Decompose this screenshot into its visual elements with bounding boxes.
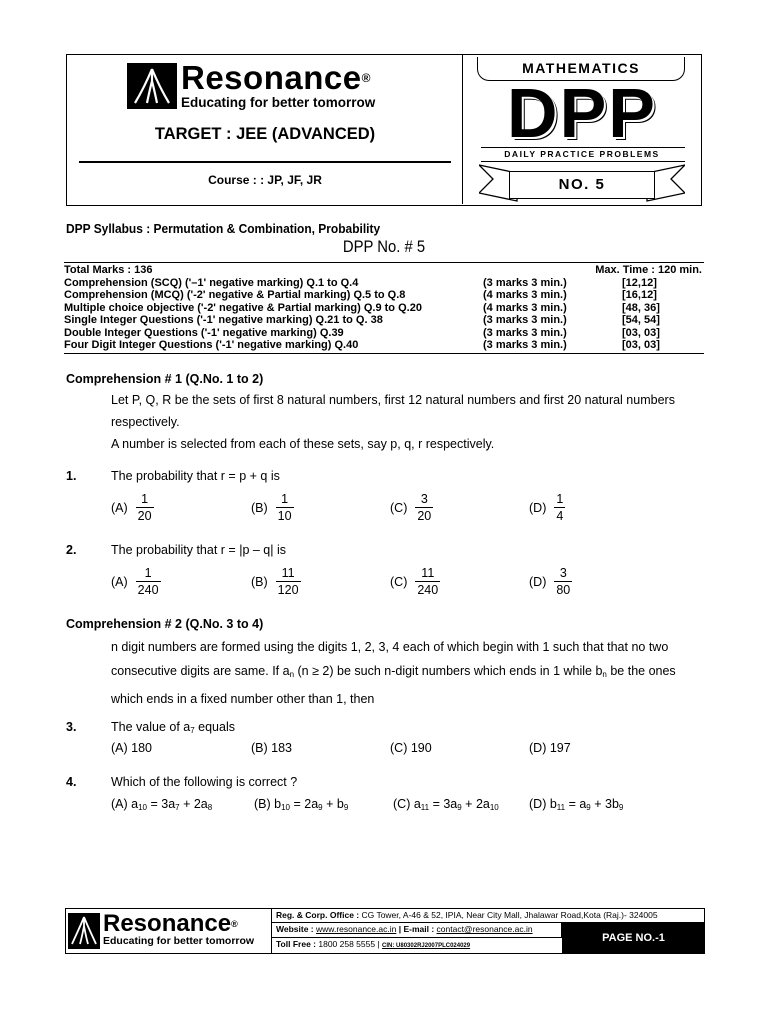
office-address bbox=[272, 909, 705, 923]
question-text bbox=[111, 720, 235, 735]
option-b bbox=[251, 492, 294, 524]
fraction bbox=[136, 492, 154, 524]
comprehension-passage bbox=[111, 635, 707, 711]
text-run: = 2a bbox=[290, 797, 319, 811]
total-marks: Total Marks : 136 bbox=[64, 264, 153, 276]
numerator: 3 bbox=[420, 492, 428, 506]
footer-info bbox=[271, 909, 704, 953]
tollfree-line bbox=[272, 938, 562, 953]
text-run: (n ≥ 2) be such n-digit numbers which ends in 1 while b bbox=[294, 664, 603, 678]
subscript: 9 bbox=[343, 803, 349, 812]
numerator: 1 bbox=[144, 566, 152, 580]
text-run: (D) b bbox=[529, 797, 557, 811]
logo-mark-icon bbox=[68, 913, 100, 949]
subscript: 7 bbox=[190, 726, 195, 735]
office-label: Reg. & Corp. Office : bbox=[276, 910, 360, 920]
logo-mark-icon bbox=[127, 63, 177, 109]
marks-table bbox=[64, 262, 704, 354]
question-number: 1. bbox=[66, 469, 77, 483]
marks-time: (4 marks 3 min.) bbox=[483, 301, 567, 314]
subscript: 9 bbox=[457, 803, 462, 812]
option-label: (C) bbox=[390, 501, 408, 515]
office-text: CG Tower, A-46 & 52, IPIA, Near City Mall, Jhalawar Road,Kota (Raj.)- 324005 bbox=[359, 910, 658, 920]
option-c bbox=[390, 566, 440, 598]
marks-score: [54, 54] bbox=[622, 314, 660, 326]
header-right bbox=[463, 55, 701, 204]
divider bbox=[79, 161, 451, 163]
denominator: 20 bbox=[417, 509, 432, 523]
option-d bbox=[529, 566, 572, 598]
syllabus: DPP Syllabus : Permutation & Combination, Probability bbox=[66, 221, 381, 236]
question-text: The probability that r = |p – q| is bbox=[111, 543, 286, 557]
dpp-heading: DPP bbox=[507, 74, 657, 152]
option-b bbox=[251, 566, 301, 598]
max-time: Max. Time : 120 min. bbox=[595, 264, 702, 276]
divider bbox=[481, 147, 685, 148]
footer-logo-reg: ® bbox=[231, 919, 238, 929]
option-d bbox=[529, 492, 565, 524]
passage-line bbox=[111, 659, 707, 687]
subscript: n bbox=[289, 670, 295, 679]
logo-tagline: Educating for better tomorrow bbox=[181, 95, 376, 110]
target-title: TARGET : JEE (ADVANCED) bbox=[154, 125, 376, 143]
passage-line: respectively. bbox=[111, 415, 180, 429]
website-label: Website : bbox=[276, 924, 314, 934]
marks-type: Comprehension (MCQ) ('-2' negative & Partial marking) Q.5 to Q.8 bbox=[64, 289, 406, 301]
denominator: 240 bbox=[137, 583, 159, 597]
option-c bbox=[393, 797, 499, 812]
header-box bbox=[66, 54, 702, 206]
option-label: (C) bbox=[390, 575, 408, 589]
denominator: 20 bbox=[137, 509, 152, 523]
option-label: (A) bbox=[111, 575, 128, 589]
logo-name: Resonance bbox=[181, 59, 362, 96]
footer-logo-tagline: Educating for better tomorrow bbox=[103, 935, 255, 947]
fraction bbox=[415, 566, 440, 598]
subscript: 7 bbox=[175, 803, 180, 812]
tollfree-label: Toll Free : bbox=[276, 939, 316, 949]
fraction bbox=[554, 492, 565, 524]
numerator: 11 bbox=[281, 566, 295, 580]
dpp-number-title: DPP No. # 5 bbox=[342, 238, 426, 256]
option-b bbox=[254, 797, 348, 812]
option-a bbox=[111, 492, 154, 524]
text-run: + 2a bbox=[179, 797, 208, 811]
email-link[interactable]: contact@resonance.ac.in bbox=[436, 924, 533, 934]
denominator: 240 bbox=[417, 583, 439, 597]
text-run: (C) a bbox=[393, 797, 421, 811]
text-run: equals bbox=[194, 720, 235, 734]
subscript: 8 bbox=[207, 803, 213, 812]
website-link[interactable]: www.resonance.ac.in bbox=[316, 924, 397, 934]
text-run: The value of a bbox=[111, 720, 191, 734]
marks-score: [48, 36] bbox=[622, 301, 660, 314]
marks-score: [12,12] bbox=[622, 276, 657, 289]
numerator: 11 bbox=[421, 566, 435, 580]
fraction bbox=[554, 566, 572, 598]
separator: | bbox=[377, 939, 380, 949]
text-run: + 3b bbox=[590, 797, 619, 811]
text-run: = 3a bbox=[147, 797, 176, 811]
denominator: 80 bbox=[556, 583, 571, 597]
passage-line: which ends in a fixed number other than 1, then bbox=[111, 692, 375, 706]
fraction bbox=[276, 492, 294, 524]
denominator: 4 bbox=[556, 509, 564, 523]
text-run: = 3a bbox=[429, 797, 458, 811]
subscript: 10 bbox=[138, 803, 147, 812]
passage-line: n digit numbers are formed using the digits 1, 2, 3, 4 each of which begin with 1 such that that no two bbox=[111, 640, 669, 654]
subscript: 9 bbox=[318, 803, 323, 812]
marks-type: Single Integer Questions ('-1' negative marking) Q.21 to Q. 38 bbox=[64, 314, 383, 326]
text-run: = a bbox=[565, 797, 587, 811]
option-d bbox=[529, 797, 623, 812]
course-line: Course : : JP, JF, JR bbox=[208, 173, 322, 187]
text-run: + b bbox=[322, 797, 344, 811]
option-a: (A) 180 bbox=[111, 741, 152, 755]
marks-type: Multiple choice objective ('-2' negative & Partial marking) Q.9 to Q.20 bbox=[64, 301, 422, 314]
passage-line: A number is selected from each of these sets, say p, q, r respectively. bbox=[111, 437, 495, 451]
option-label: (B) bbox=[251, 501, 268, 515]
marks-row bbox=[64, 327, 704, 340]
numerator: 1 bbox=[141, 492, 149, 506]
option-a bbox=[111, 797, 212, 812]
comprehension-passage bbox=[111, 389, 707, 455]
numerator: 3 bbox=[559, 566, 567, 580]
text-run: consecutive digits are same. If a bbox=[111, 664, 290, 678]
denominator: 120 bbox=[277, 583, 299, 597]
header-left bbox=[67, 55, 463, 204]
marks-type: Four Digit Integer Questions ('-1' negative marking) Q.40 bbox=[64, 339, 359, 351]
dpp-number-badge: NO. 5 bbox=[509, 171, 655, 199]
passage-line: Let P, Q, R be the sets of first 8 natural numbers, first 12 natural numbers and first 20 natural numbers bbox=[111, 393, 675, 407]
cin-number: CIN: U80302RJ2007PLC024029 bbox=[382, 943, 471, 949]
text-run: (A) a bbox=[111, 797, 139, 811]
marks-score: [16,12] bbox=[622, 289, 657, 301]
fraction bbox=[136, 566, 161, 598]
dpp-subtitle: DAILY PRACTICE PROBLEMS bbox=[504, 149, 660, 159]
page-number: PAGE NO.-1 bbox=[562, 923, 705, 953]
marks-score: [03, 03] bbox=[622, 326, 660, 339]
subject-tab: MATHEMATICS bbox=[477, 57, 685, 81]
logo-reg: ® bbox=[361, 71, 371, 85]
marks-row bbox=[64, 302, 704, 315]
fraction bbox=[276, 566, 301, 598]
marks-row bbox=[64, 277, 704, 290]
marks-header-row bbox=[64, 264, 704, 277]
divider bbox=[481, 161, 685, 162]
footer-logo-name: Resonance bbox=[103, 910, 232, 937]
option-a bbox=[111, 566, 161, 598]
marks-time: (3 marks 3 min.) bbox=[483, 314, 567, 326]
option-d: (D) 197 bbox=[529, 741, 571, 755]
question-number: 4. bbox=[66, 775, 77, 789]
marks-type: Comprehension (SCQ) ('–1' negative marking) Q.1 to Q.4 bbox=[64, 276, 359, 289]
fraction bbox=[415, 492, 433, 524]
text-run: + 2a bbox=[461, 797, 490, 811]
subscript: 11 bbox=[420, 803, 430, 812]
question-number: 2. bbox=[66, 543, 77, 557]
marks-row bbox=[64, 314, 704, 327]
marks-type: Double Integer Questions ('-1' negative marking) Q.39 bbox=[64, 326, 344, 339]
email-label: E-mail : bbox=[403, 924, 435, 934]
marks-score: [03, 03] bbox=[622, 339, 660, 351]
option-label: (A) bbox=[111, 501, 128, 515]
separator: | bbox=[396, 924, 404, 934]
subscript: 9 bbox=[586, 803, 591, 812]
tollfree-number: 1800 258 5555 bbox=[316, 939, 378, 949]
question-text: Which of the following is correct ? bbox=[111, 775, 298, 789]
resonance-logo bbox=[127, 59, 376, 110]
marks-time: (4 marks 3 min.) bbox=[483, 289, 567, 301]
comprehension-title: Comprehension # 2 (Q.No. 3 to 4) bbox=[66, 617, 264, 631]
marks-time: (3 marks 3 min.) bbox=[483, 339, 567, 351]
denominator: 10 bbox=[277, 509, 292, 523]
subscript: n bbox=[602, 670, 607, 679]
text-run: be the ones bbox=[606, 664, 676, 678]
footer bbox=[65, 908, 705, 954]
comprehension-title: Comprehension # 1 (Q.No. 1 to 2) bbox=[66, 372, 264, 386]
marks-time: (3 marks 3 min.) bbox=[483, 326, 567, 339]
option-b: (B) 183 bbox=[251, 741, 292, 755]
subscript: 10 bbox=[281, 803, 290, 812]
option-c: (C) 190 bbox=[390, 741, 432, 755]
option-label: (D) bbox=[529, 501, 547, 515]
marks-time: (3 marks 3 min.) bbox=[483, 276, 567, 289]
subscript: 10 bbox=[489, 803, 499, 812]
marks-row bbox=[64, 339, 704, 352]
question-number: 3. bbox=[66, 720, 77, 734]
text-run: (B) b bbox=[254, 797, 282, 811]
marks-row bbox=[64, 289, 704, 302]
option-label: (D) bbox=[529, 575, 547, 589]
option-c bbox=[390, 492, 433, 524]
footer-logo bbox=[68, 910, 255, 949]
subscript: 9 bbox=[618, 803, 624, 812]
contact-line bbox=[272, 923, 562, 938]
numerator: 1 bbox=[556, 492, 564, 506]
subscript: 11 bbox=[556, 803, 566, 812]
option-label: (B) bbox=[251, 575, 268, 589]
numerator: 1 bbox=[281, 492, 289, 506]
question-text: The probability that r = p + q is bbox=[111, 469, 280, 483]
